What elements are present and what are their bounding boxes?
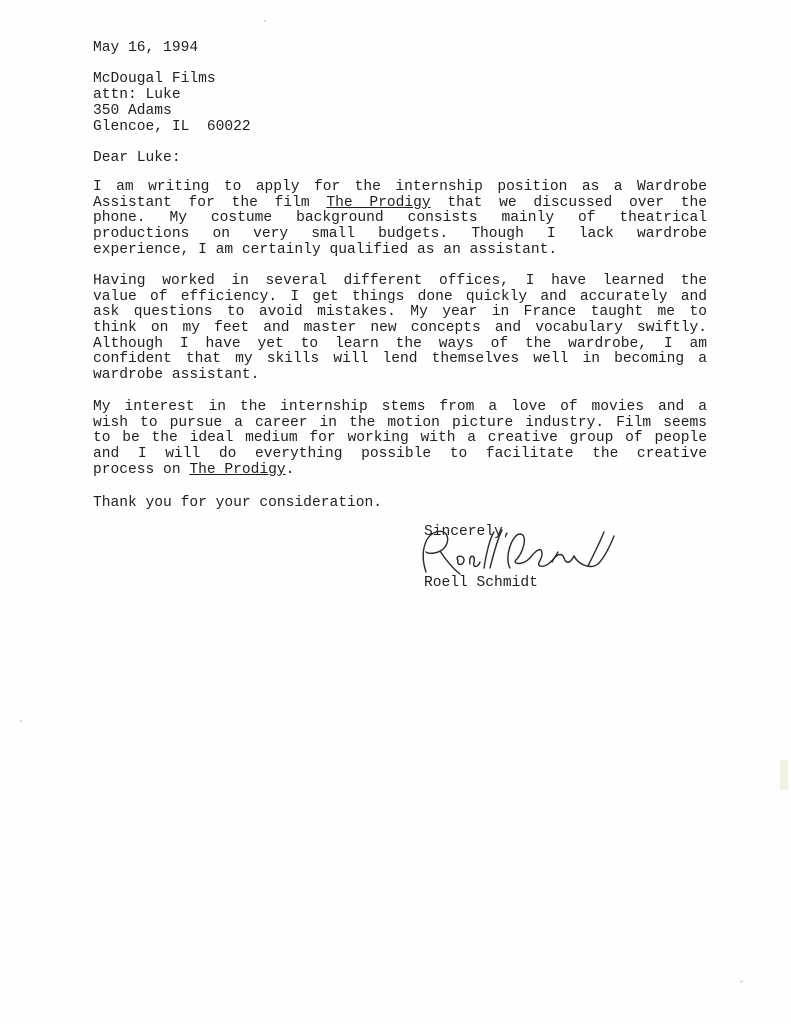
paragraph-line: experience, I am certainly qualified as an assistant. — [93, 241, 558, 258]
paragraph-line — [93, 196, 707, 212]
paragraph-line: to be the ideal medium for working with a creative group of people — [93, 430, 707, 447]
text-fragment: Assistant for the film — [93, 194, 310, 211]
paragraph-line: value of efficiency. I get things done quickly and accurately and — [93, 288, 707, 305]
paragraph-3 — [93, 400, 707, 478]
signer-name: Roell Schmidt — [424, 575, 538, 591]
paragraph-line: Having worked in several different offices, I have learned the — [93, 273, 707, 289]
paragraph-line: wish to pursue a career in the motion picture industry. Film seems — [93, 414, 707, 431]
scan-speck — [264, 20, 266, 22]
paragraph-line: productions on very small budgets. Though I lack wardrobe — [93, 226, 707, 243]
paragraph-line: confident that my skills will lend themselves well in becoming a — [93, 351, 707, 368]
salutation: Dear Luke: — [93, 150, 181, 166]
text-fragment: . — [285, 461, 295, 478]
scan-speck — [740, 980, 743, 983]
paragraph-line: Although I have yet to learn the ways of the wardrobe, I am — [93, 335, 707, 352]
recipient-city: Glencoe, IL 60022 — [93, 119, 251, 135]
text-fragment: process on — [93, 461, 181, 478]
recipient-attn: attn: Luke — [93, 87, 181, 103]
letter-date: May 16, 1994 — [93, 40, 199, 56]
closing: Sincerely, — [424, 524, 512, 540]
paragraph-1 — [93, 180, 707, 258]
paragraph-line: My interest in the internship stems from a love of movies and a — [93, 399, 707, 415]
paragraph-line: think on my feet and master new concepts and vocabulary swiftly. — [93, 320, 707, 337]
paragraph-line: I am writing to apply for the internship position as a Wardrobe — [93, 179, 707, 195]
recipient-street: 350 Adams — [93, 103, 172, 119]
scan-speck — [780, 760, 788, 790]
paragraph-line: ask questions to avoid mistakes. My year in France taught me to — [93, 304, 707, 321]
film-title: The Prodigy — [189, 461, 286, 478]
thank-you-line: Thank you for your consideration. — [93, 495, 383, 511]
paragraph-line — [93, 463, 707, 479]
paragraph-2 — [93, 274, 707, 384]
paragraph-line: and I will do everything possible to facilitate the creative — [93, 446, 707, 463]
film-title: The Prodigy — [326, 194, 431, 211]
paragraph-line: wardrobe assistant. — [93, 367, 260, 384]
paragraph-line: phone. My costume background consists mainly of theatrical — [93, 210, 707, 227]
text-fragment: that we discussed over the — [447, 194, 707, 211]
scan-speck — [20, 720, 22, 722]
recipient-company: McDougal Films — [93, 71, 216, 87]
